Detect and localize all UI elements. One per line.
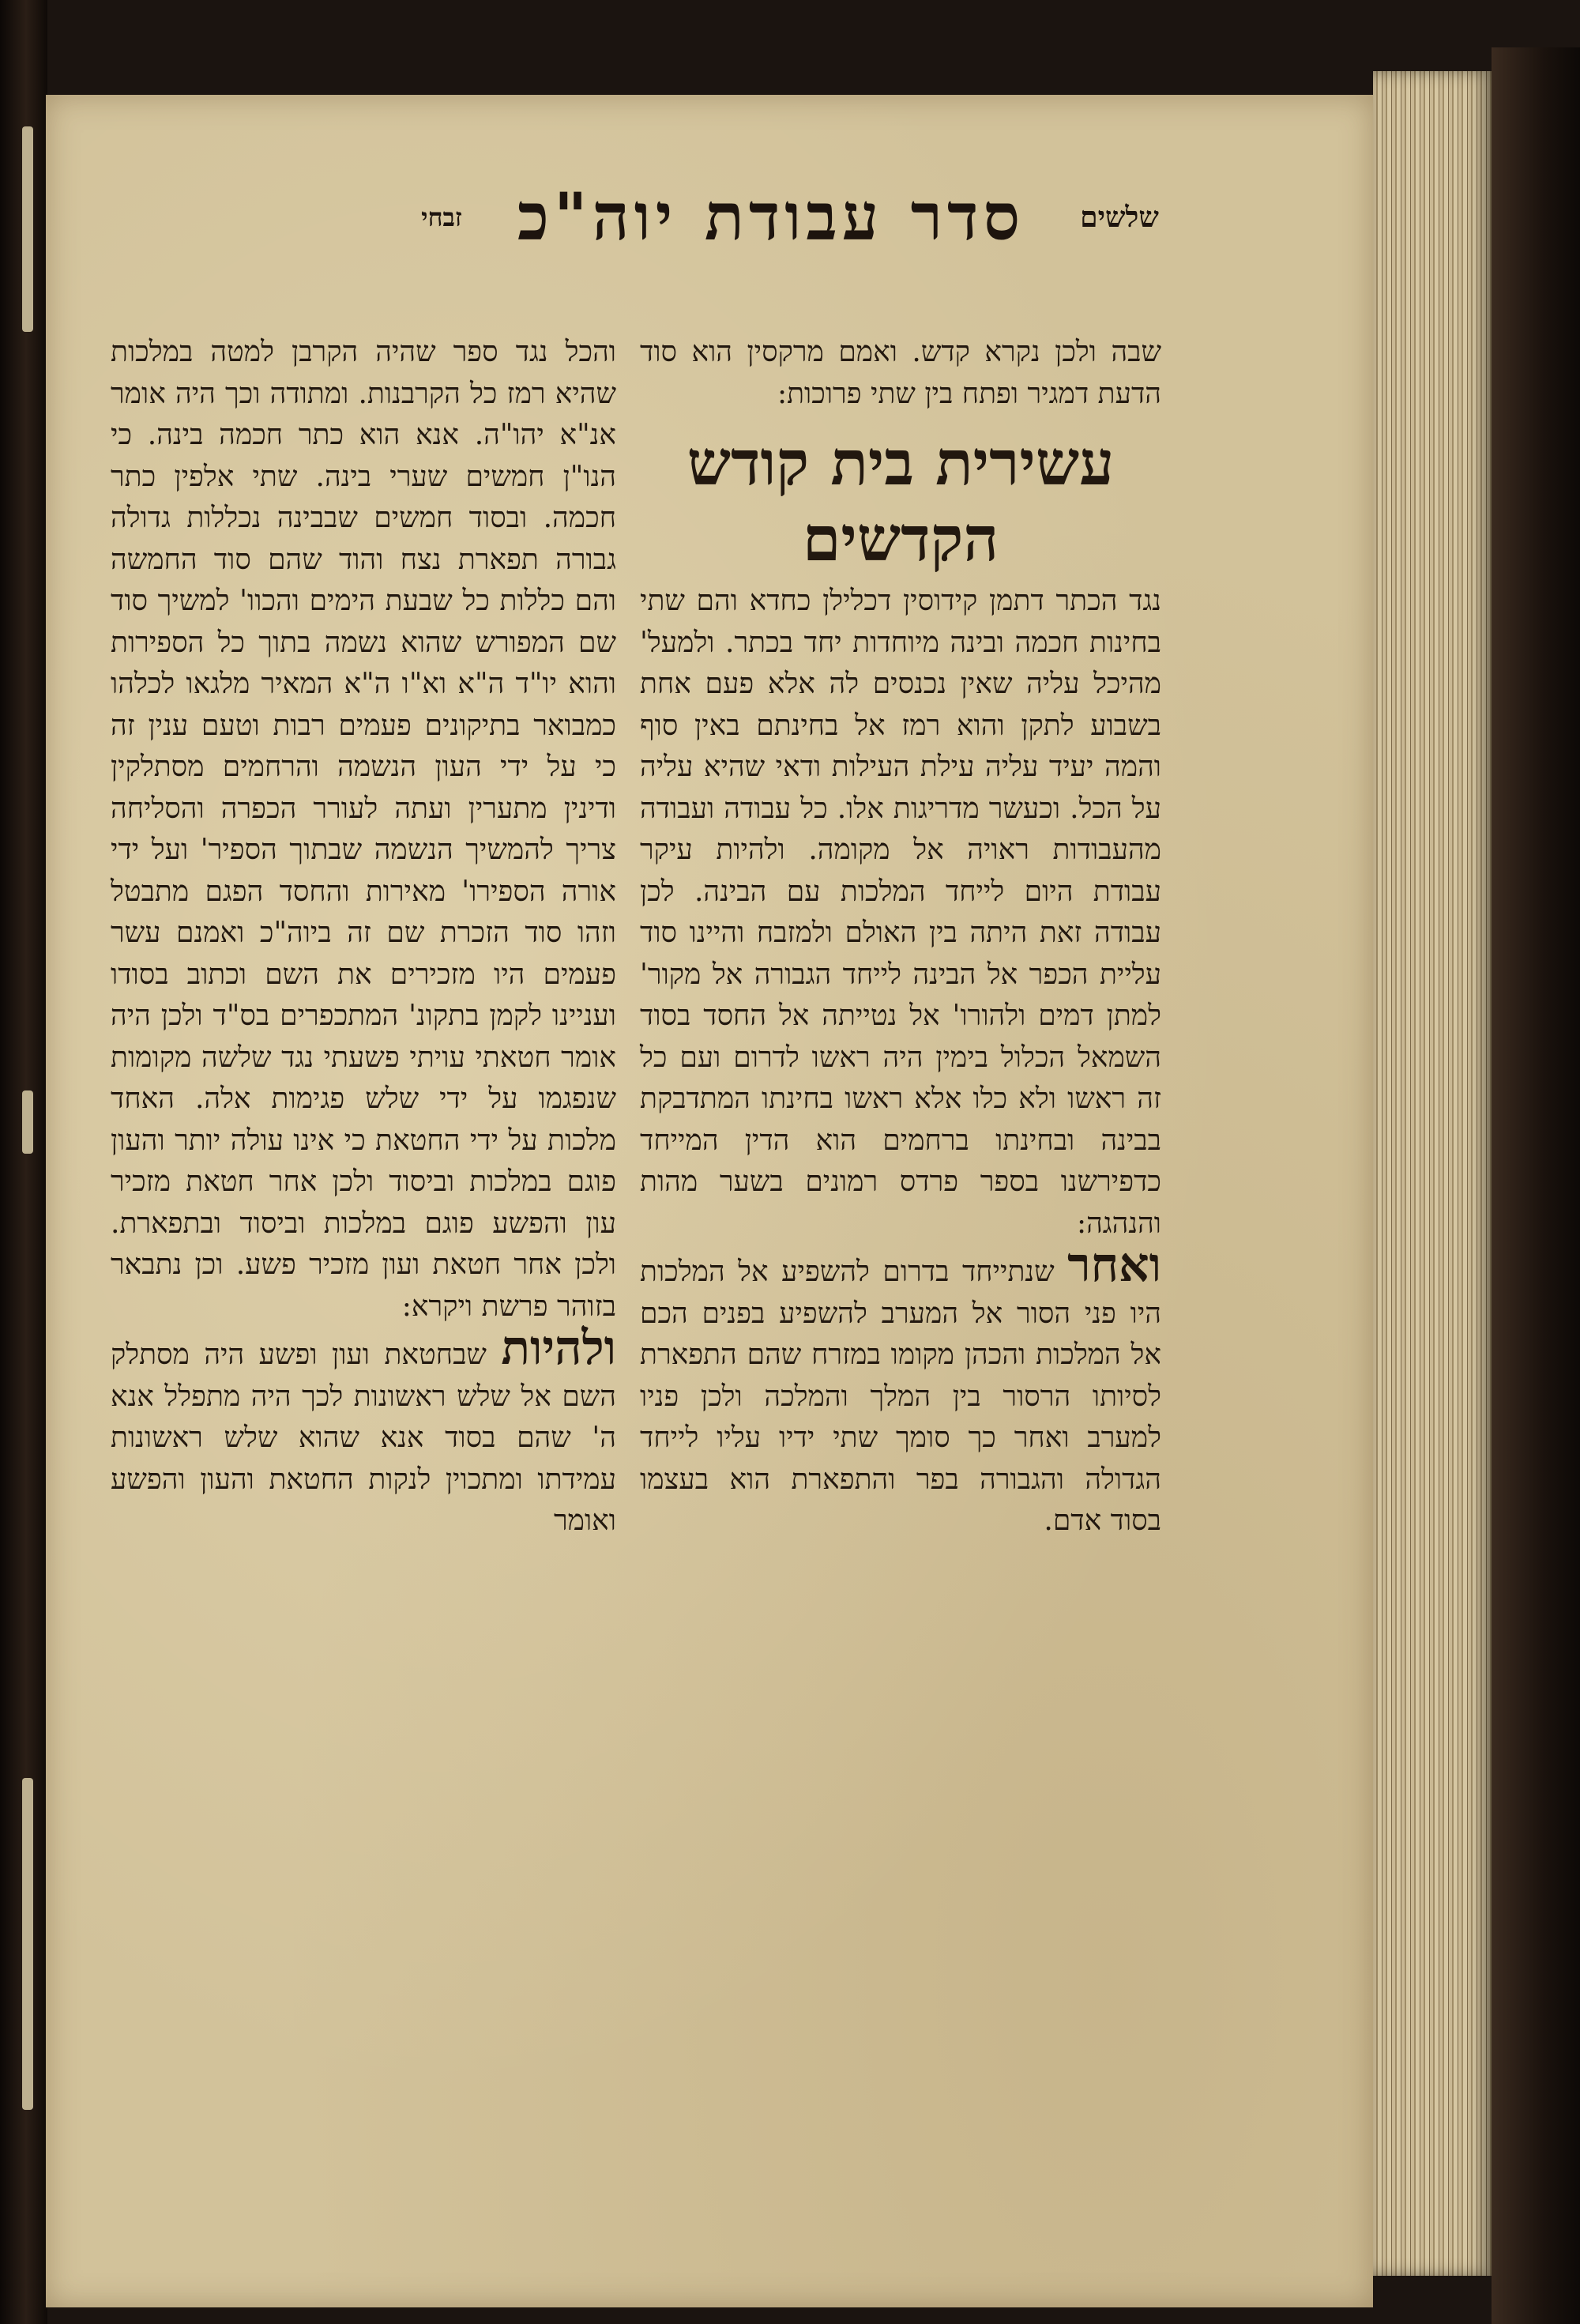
binding-thread-middle <box>22 1090 33 1154</box>
paragraph-text: שנתייחד בדרום להשפיע אל המלכות היו פני הסור אל המערב להשפיע בפנים הכם אל המלכות והכהן מקומו במזרח שהם התפארת לסיותו הרסור בין המלך והמלכה ולכן פניו למערב ואחר כך סומך שתי ידיו עליו לייחד הגדולה והגבורה בפר והתפארת הוא בעצמו בסוד אדם. <box>640 1256 1161 1537</box>
paragraph-lead-word: ואחר <box>1067 1237 1161 1293</box>
running-head-title: סדר עבודת יוה"כ <box>517 179 1025 255</box>
paragraph-text: שבחטאת ועון ופשע היה מסתלק השם אל שלש ראשונות לכך היה מתפלל אנא ה' שהם בסוד אנא שהוא שלש ראשונות עמידתו ומתכוין לנקות החטאת והעון והפשע ואומר <box>111 1339 616 1537</box>
left-column-paragraph-1: והכל נגד ספר שהיה הקרבן למטה במלכות שהיא רמז כל הקרבנות. ומתודה וכך היה אומר אנ"א יהו"ה. אנא הוא כתר חכמה בינה. כי הנו"ן חמשים שערי בינה. שתי אלפין כתר חכמה. ובסוד חמשים שבבינה נכללות גדולה גבורה תפארת נצח והוד שהם סוד החמשה והם כללות כל שבעת הימים והכוו' למשיך סוד שם המפורש שהוא נשמה בתוך כל הספירות והוא יו"ד ה"א וא"ו ה"א המאיר מלגאו לכלהו כמבואר בתיקונים פעמים רבות וטעם ענין זה כי על ידי העון הנשמה והרחמים מסתלקין ודינין מתערין ועתה לעורר הכפרה והסליחה צריך להמשיך הנשמה שבתוך הספיר' ועל ידי אורה הספירו' מאירות והחסד הפגם מתבטל וזהו סוד הזכרת שם זה ביוה"כ ואמנם עשר פעמים היו מזכירים את השם וכתוב בסודו ועניינו לקמן בתקונ' המתכפרים בס"ד ולכן היה אומר חטאתי עויתי פשעתי נגד שלשה מקומות שנפגמו על ידי שלש פגימות אלה. האחד מלכות על ידי החטאת כי אינו עולה יותר והעון פוגם במלכות וביסוד ולכן אחר חטאת מזכיר עון והפשע פוגם במלכות וביסוד ובתפארת. ולכן אחר חטאת ועון מזכיר פשע. וכן נתבאר בזוהר פרשת ויקרא: <box>111 336 616 1323</box>
paragraph-lead-word: ולהיות <box>501 1320 616 1376</box>
paragraph-text: הכתר דתמן קידוסין דכלילן כחדא והם שתי בחינות חכמה ובינה מיוחדות יחד בכתר. ולמעל' מהיכל עליה שאין נכנסים לה אלא פעם אחת בשבוע לתקן והוא רמז אל בחינתם באין סוף והמה יעיד עליה עילת העילות ודאי שהיא עליה על הכל. וכעשר מדריגות אלו. כל עבודה ועבודה מהעבודות ראויה אל מקומה. ולהיות עיקר עבודת היום לייחד המלכות עם הבינה. לכן עבודה זאת היתה בין האולם ולמזבח והיינו סוד עליית הכפר אל הבינה לייחד הגבורה אל מקור' למתן דמים ולהורו' אל נטייתה אל החסד בסוד השמאל הכלול בימין היה ראשו לדרום ועם כל זה ראשו ולא כלו אלא ראשו בחינתו המתדבקת בבינה ובחינתו ברחמים הוא הדין המייחד כדפירשנו בספר פרדס רמונים בשער מהות והנהגה: <box>640 585 1161 1240</box>
section-heading: עשירית בית קודש הקדשים <box>687 428 1115 575</box>
binding-thread-top <box>22 126 33 332</box>
running-head <box>150 166 1430 269</box>
book-cover-edge <box>1492 47 1580 2324</box>
right-column-intro: שבה ולכן נקרא קדש. ואמם מרקסין הוא סוד הדעת דמגיר ופתח בין שתי פרוכות: <box>640 336 1161 410</box>
page-number: שלשים <box>1080 201 1159 234</box>
right-column <box>640 332 1161 1542</box>
right-column-paragraph-2 <box>640 1237 1161 1542</box>
running-head-right: זבחי <box>421 202 462 232</box>
right-column-paragraph-1 <box>640 581 1161 1245</box>
left-column-paragraph-2 <box>111 1320 616 1542</box>
page-edges <box>1373 71 1492 2276</box>
paragraph-lead-word: נגד <box>1129 585 1161 617</box>
binding-thread-bottom <box>22 1778 33 2110</box>
left-column <box>111 332 616 1542</box>
